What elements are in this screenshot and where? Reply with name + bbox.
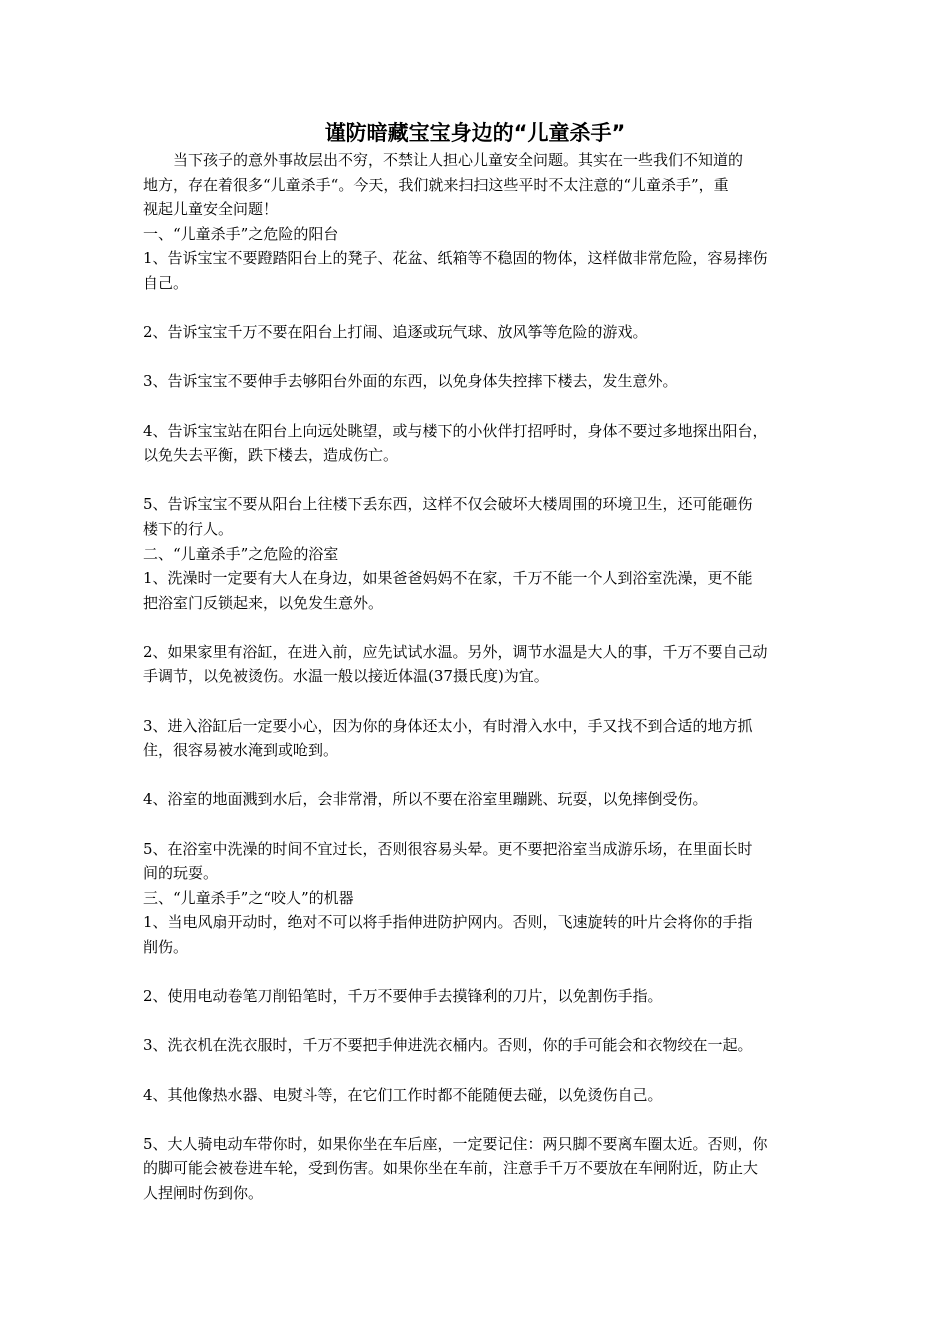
text-line: 2、如果家里有浴缸，在进入前，应先试试水温。另外，调节水温是大人的事，千万不要自己动 [143,642,768,661]
text-line: 4、其他像热水器、电熨斗等，在它们工作时都不能随便去碰，以免烫伤自己。 [143,1085,663,1104]
text-line: 人捏闸时伤到你。 [143,1183,264,1202]
text-line: 4、告诉宝宝站在阳台上向远处眺望，或与楼下的小伙伴打招呼时，身体不要过多地探出阳台， [143,421,768,440]
blank-line [143,1107,813,1132]
blank-line [143,296,813,321]
text-line: 削伤。 [143,938,189,956]
document-title: 谨防暗藏宝宝身边的“儿童杀手” [324,121,626,145]
text-line: 自己。 [143,273,189,292]
text-line: 把浴室门反锁起来，以免发生意外。 [143,593,384,612]
text-line: 3、洗衣机在洗衣服时，千万不要把手伸进洗衣桶内。否则，你的手可能会和衣物绞在一起。 [143,1036,753,1055]
text-line: 视起儿童安全问题！ [143,200,279,219]
text-line: 住，很容易被水淹到或呛到。 [143,741,339,760]
text-line: 楼下的行人。 [143,519,234,538]
blank-line [143,1009,813,1034]
text-line: 2、使用电动卷笔刀削铅笔时，千万不要伸手去摸锋利的刀片，以免割伤手指。 [143,987,663,1006]
blank-line [143,960,813,985]
text-line: 1、洗澡时一定要有大人在身边，如果爸爸妈妈不在家，千万不能一个人到浴室洗澡，更不能 [143,569,753,588]
text-line: 1、当电风扇开动时，绝对不可以将手指伸进防护网内。否则，飞速旋转的叶片会将你的手指 [143,913,753,932]
text-line: 的脚可能会被卷进车轮，受到伤害。如果你坐在车前，注意手千万不要放在车闸附近，防止大 [143,1159,759,1178]
text-line: 地方，存在着很多“儿童杀手“。今天，我们就来扫扫这些平时不太注意的“儿童杀手”，重 [143,175,729,194]
text-line: 间的玩耍。 [143,864,219,883]
text-line: 以免失去平衡，跌下楼去，造成伤亡。 [143,446,399,465]
blank-line [143,689,813,714]
blank-line [143,812,813,837]
text-line: 5、大人骑电动车带你时，如果你坐在车后座，一定要记住：两只脚不要离车圈太近。否则，你 [143,1134,768,1153]
text-line: 手调节，以免被烫伤。水温一般以接近体温(37摄氏度)为宜。 [143,667,549,686]
text-line: 2、告诉宝宝千万不要在阳台上打闹、追逐或玩气球、放风筝等危险的游戏。 [143,323,648,342]
text-line: 5、告诉宝宝不要从阳台上往楼下丢东西，这样不仅会破坏大楼周围的环境卫生，还可能砸伤 [143,495,753,514]
blank-line [143,345,813,370]
document-body [143,148,813,1206]
blank-line [143,1058,813,1083]
blank-line [143,468,813,493]
text-line: 4、浴室的地面溅到水后，会非常滑，所以不要在浴室里蹦跳、玩耍，以免摔倒受伤。 [143,790,708,809]
text-line: 3、进入浴缸后一定要小心，因为你的身体还太小，有时滑入水中，手又找不到合适的地方抓 [143,716,753,735]
text-line: 三、“儿童杀手”之“咬人”的机器 [143,888,354,907]
text-line: 二、“儿童杀手”之危险的浴室 [143,544,339,563]
text-line: 一、“儿童杀手”之危险的阳台 [143,224,339,243]
blank-line [143,615,813,640]
text-line: 5、在浴室中洗澡的时间不宜过长，否则很容易头晕。更不要把浴室当成游乐场，在里面长时 [143,839,753,858]
blank-line [143,763,813,788]
text-line: 当下孩子的意外事故层出不穷，不禁让人担心儿童安全问题。其实在一些我们不知道的 [173,151,744,169]
text-line: 3、告诉宝宝不要伸手去够阳台外面的东西，以免身体失控摔下楼去，发生意外。 [143,372,678,391]
text-line: 1、告诉宝宝不要蹬踏阳台上的凳子、花盆、纸箱等不稳固的物体，这样做非常危险，容易摔伤 [143,249,768,268]
blank-line [143,394,813,419]
